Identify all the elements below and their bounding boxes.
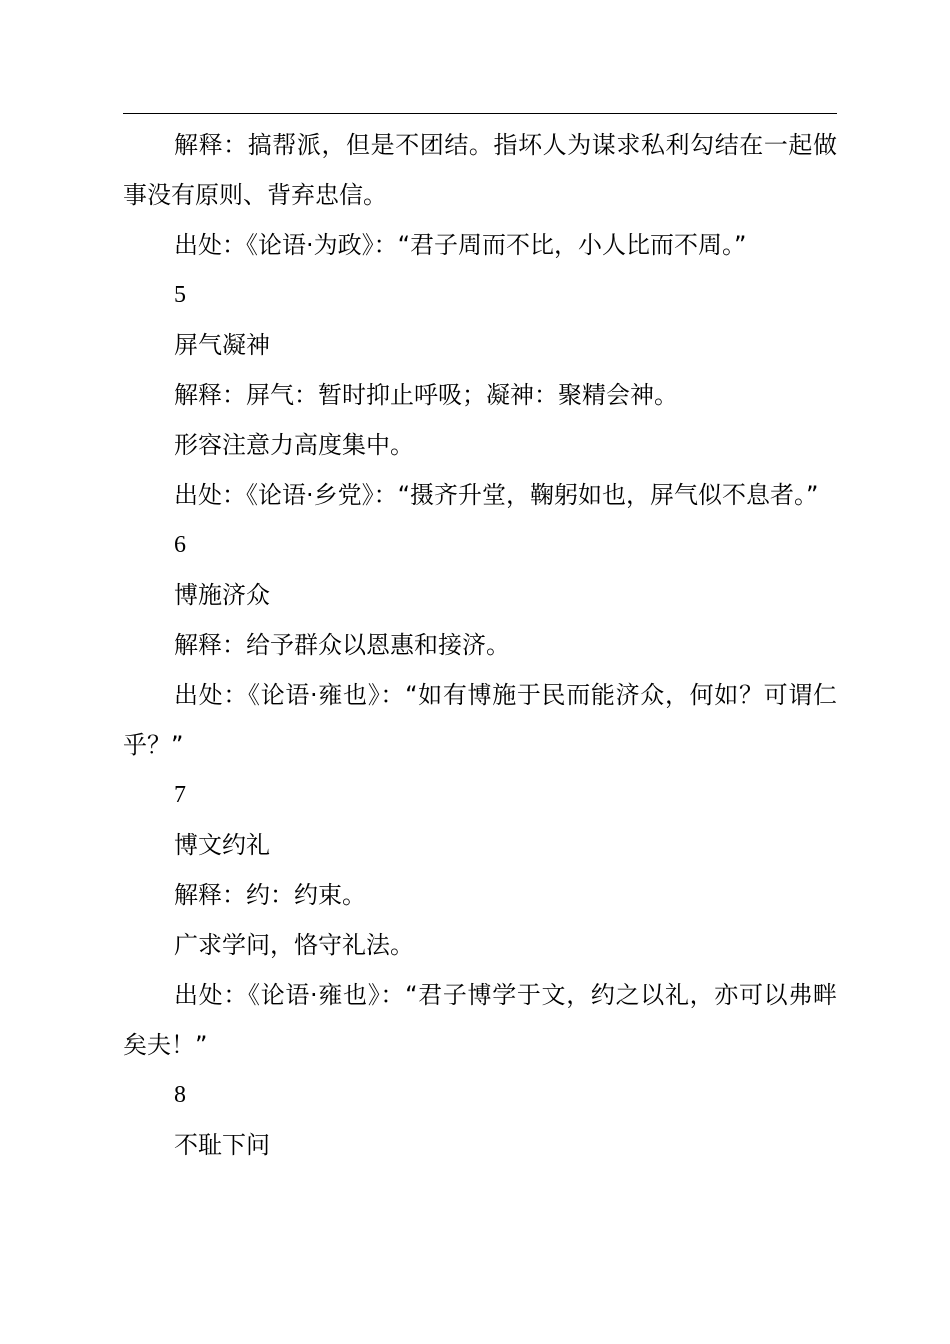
item-number: 6: [174, 532, 186, 558]
document-body: [123, 120, 837, 1170]
item-number: 5: [174, 282, 186, 308]
item-number: 7: [174, 782, 186, 808]
item-number: 8: [174, 1082, 186, 1108]
paragraph-meaning: 广求学问，恪守礼法。: [174, 931, 414, 959]
paragraph-explanation: 解释：搞帮派，但是不团结。指坏人为谋求私利勾结在一起做事没有原则、背弃忠信。: [123, 131, 837, 209]
idiom-title: 博文约礼: [174, 831, 270, 859]
paragraph-source: 出处：《论语·乡党》：“摄齐升堂，鞠躬如也，屏气似不息者。”: [174, 481, 819, 509]
idiom-title: 屏气凝神: [174, 331, 270, 359]
paragraph-source: 出处：《论语·雍也》：“君子博学于文，约之以礼，亦可以弗畔矣夫！”: [123, 981, 837, 1059]
paragraph-explanation: 解释：约：约束。: [174, 881, 366, 909]
paragraph-explanation: 解释：给予群众以恩惠和接济。: [174, 631, 510, 659]
idiom-title: 不耻下问: [174, 1131, 270, 1159]
idiom-title: 博施济众: [174, 581, 270, 609]
paragraph-explanation: 解释：屏气：暂时抑止呼吸；凝神：聚精会神。: [174, 381, 678, 409]
paragraph-meaning: 形容注意力高度集中。: [174, 431, 414, 459]
header-rule: [123, 113, 837, 114]
paragraph-source: 出处：《论语·为政》：“君子周而不比，小人比而不周。”: [174, 231, 747, 259]
paragraph-source: 出处：《论语·雍也》：“如有博施于民而能济众，何如？可谓仁乎？”: [123, 681, 837, 759]
